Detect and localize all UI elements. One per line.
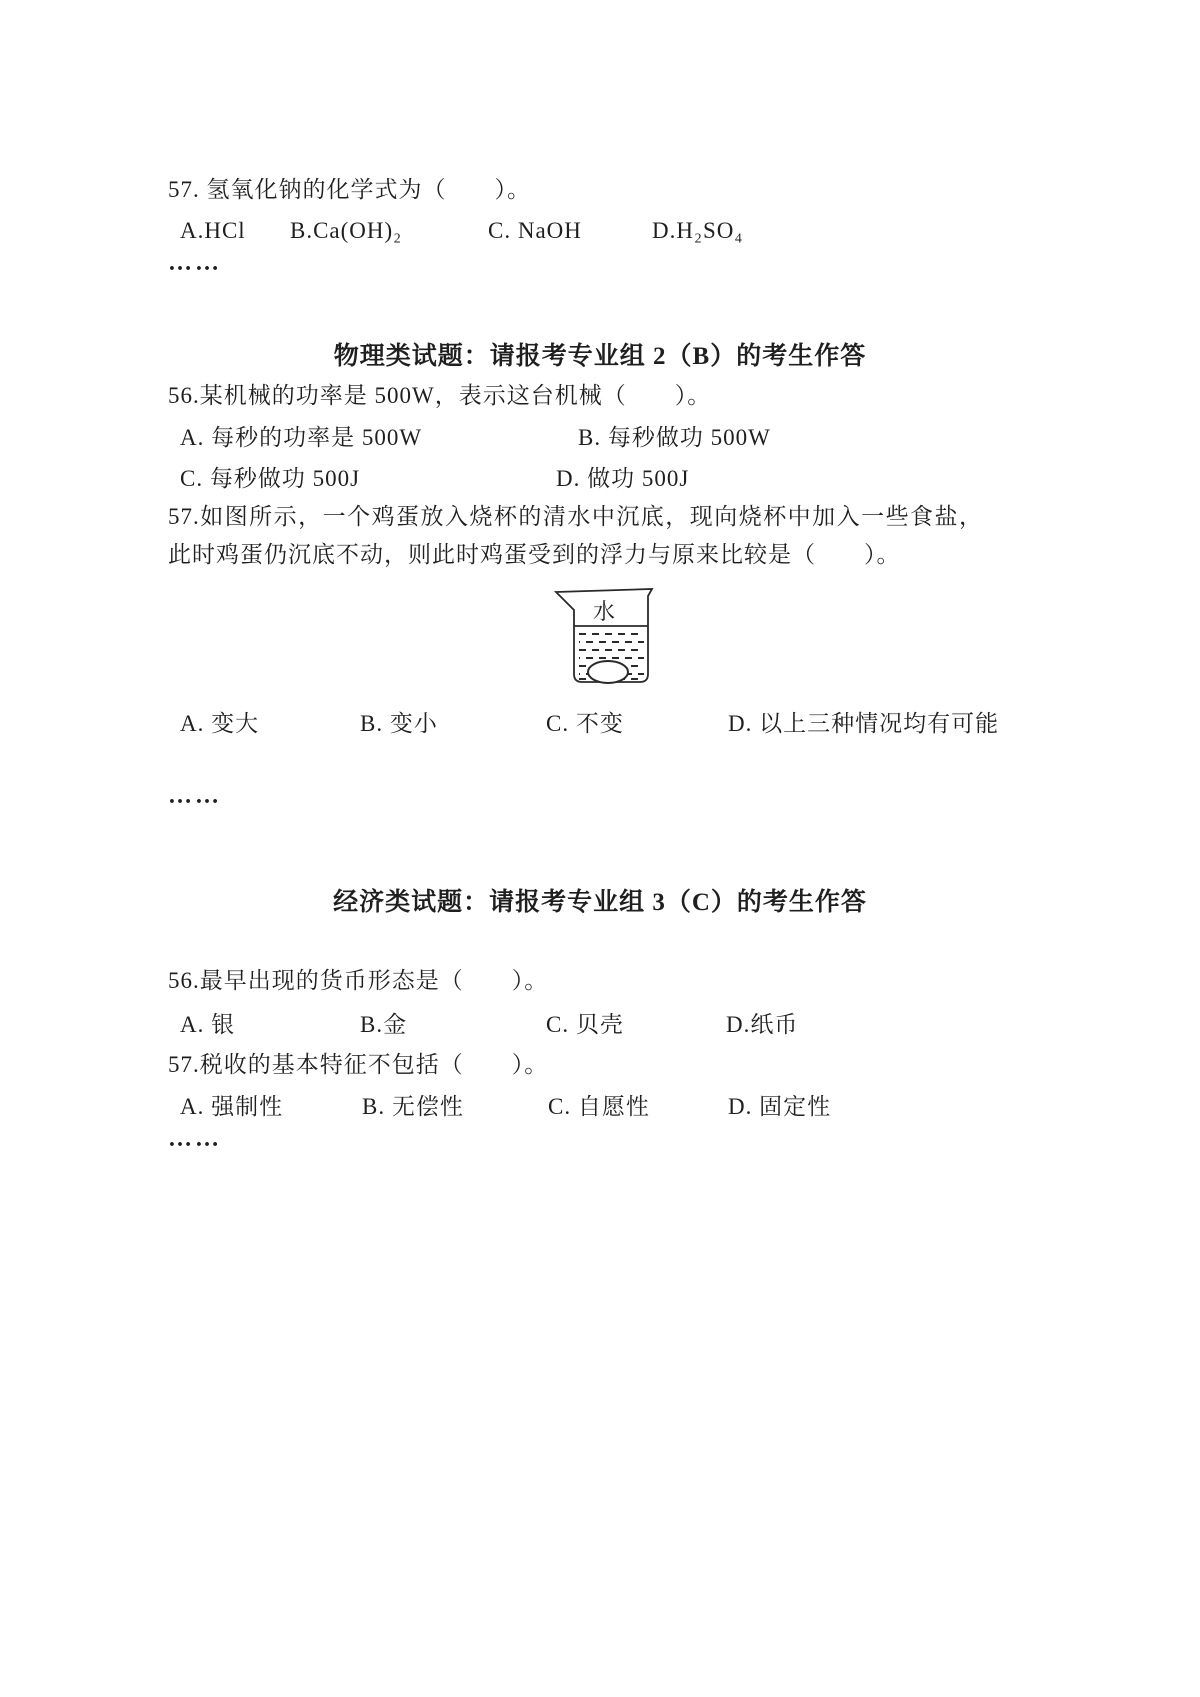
physics-q57-option-c: C. 不变 xyxy=(546,711,624,736)
chem-q57-option-b: B.Ca(OH)₂ xyxy=(290,218,403,243)
physics-q57-option-a: A. 变大 xyxy=(180,711,260,736)
egg-shape xyxy=(588,661,628,683)
physics-section-header: 物理类试题：请报考专业组 2（B）的考生作答 xyxy=(333,343,867,370)
economics-ellipsis: …… xyxy=(168,1126,222,1152)
physics-q56-option-b: B. 每秒做功 500W xyxy=(578,425,771,450)
physics-q56-option-a: A. 每秒的功率是 500W xyxy=(180,425,423,450)
beaker-figure xyxy=(552,586,660,690)
physics-q57-options-row xyxy=(0,705,1200,739)
physics-q56-option-d: D. 做功 500J xyxy=(556,466,690,491)
chem-q57-option-d: D.H₂SO₄ xyxy=(652,218,744,243)
economics-q57-stem: 57.税收的基本特征不包括（ ）。 xyxy=(168,1052,549,1077)
chem-q57-option-c: C. NaOH xyxy=(488,218,582,243)
chem-ellipsis: …… xyxy=(168,250,222,276)
physics-q56-stem: 56.某机械的功率是 500W，表示这台机械（ ）。 xyxy=(168,383,712,408)
physics-q57-option-b: B. 变小 xyxy=(360,711,438,736)
economics-section-header: 经济类试题：请报考专业组 3（C）的考生作答 xyxy=(333,889,867,916)
physics-q56-options-row-2 xyxy=(0,460,1200,494)
economics-q57-option-b: B. 无偿性 xyxy=(362,1094,464,1119)
chem-q57-stem: 57. 氢氧化钠的化学式为（ ）。 xyxy=(168,177,531,202)
physics-q57-stem: 57.如图所示，一个鸡蛋放入烧杯的清水中沉底，现向烧杯中加入一些食盐，此时鸡蛋仍沉底不动，则此时鸡蛋受到的浮力与原来比较是（ ）。 xyxy=(168,504,983,567)
economics-q57-option-d: D. 固定性 xyxy=(728,1094,832,1119)
economics-q56-stem: 56.最早出现的货币形态是（ ）。 xyxy=(168,968,549,993)
economics-q56-option-a: A. 银 xyxy=(180,1012,236,1037)
physics-q56-options-row-1 xyxy=(0,419,1200,453)
water-label: 水 xyxy=(592,599,616,624)
economics-q57-options-row xyxy=(0,1088,1200,1122)
physics-ellipsis: …… xyxy=(168,783,222,809)
physics-q57-option-d: D. 以上三种情况均有可能 xyxy=(728,711,1000,736)
economics-q56-option-d: D.纸币 xyxy=(726,1012,799,1037)
chem-q57-options-row xyxy=(0,218,1200,252)
economics-q57-option-c: C. 自愿性 xyxy=(548,1094,650,1119)
economics-q56-option-b: B.金 xyxy=(360,1012,408,1037)
chem-q57-option-a: A.HCl xyxy=(180,218,246,243)
economics-q56-options-row xyxy=(0,1006,1200,1040)
economics-q56-option-c: C. 贝壳 xyxy=(546,1012,624,1037)
physics-q56-option-c: C. 每秒做功 500J xyxy=(180,466,361,491)
economics-q57-option-a: A. 强制性 xyxy=(180,1094,284,1119)
